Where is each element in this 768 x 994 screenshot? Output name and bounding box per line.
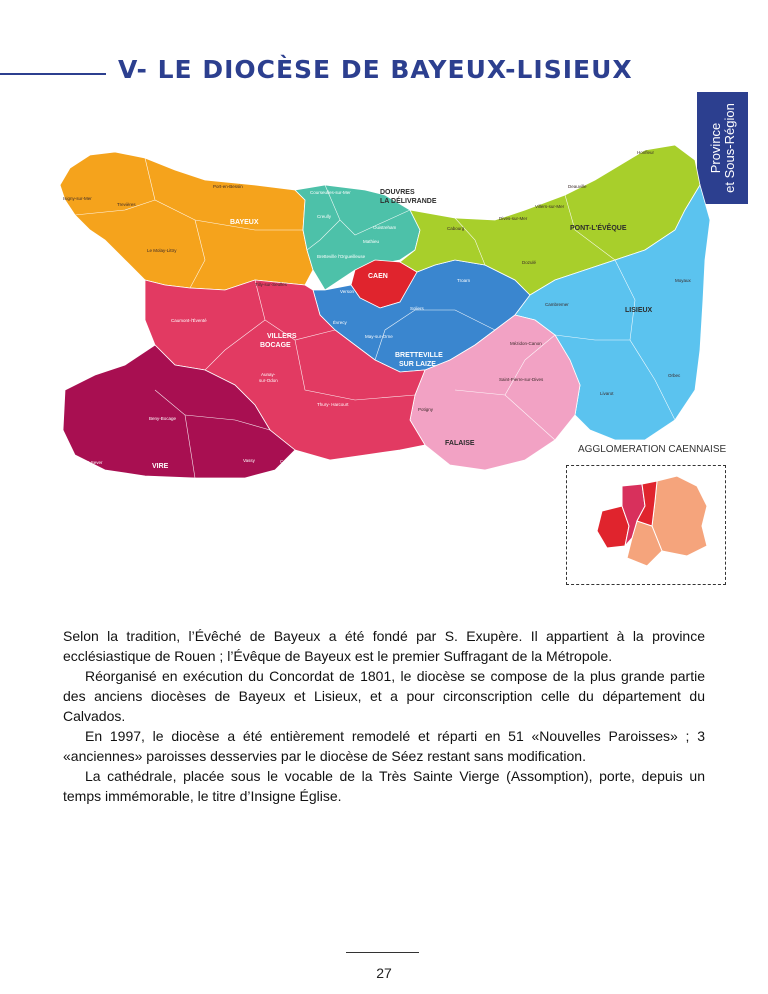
label-potigny: Potigny bbox=[418, 407, 434, 412]
agglomeration-map bbox=[567, 466, 725, 584]
label-moyaux: Moyaux bbox=[675, 278, 691, 283]
label-caumont: Caumont-l'Éventé bbox=[171, 318, 207, 323]
title-rule bbox=[0, 73, 106, 75]
label-trevieres: Trevières bbox=[117, 202, 136, 207]
agglomeration-title: AGGLOMERATION CAENNAISE bbox=[578, 444, 727, 455]
label-orbec: Orbec bbox=[668, 373, 681, 378]
label-villers-mer: Villers-sur-Mer bbox=[535, 204, 565, 209]
label-mezidon: Mézidon-Canon bbox=[510, 341, 542, 346]
label-dives: Dives-sur-Mer bbox=[499, 216, 528, 221]
page-title: V- LE DIOCÈSE DE BAYEUX-LISIEUX bbox=[118, 55, 633, 84]
label-honfleur: Honfleur bbox=[637, 150, 655, 155]
side-tab-line1: Province bbox=[707, 122, 723, 174]
paragraph-1: Selon la tradition, l’Évêché de Bayeux a été fondé par S. Exupère. Il appartient à la province ecclésiastique de Rouen ; l’Évêque de Bayeux est le premier Suffragant de la Métropole. bbox=[63, 628, 705, 664]
city-douvres-line1: DOUVRES bbox=[380, 189, 415, 196]
label-cabourg: Cabourg bbox=[447, 226, 465, 231]
label-vassy: Vassy bbox=[243, 458, 255, 463]
agglomeration-inset bbox=[566, 465, 726, 585]
label-ouistreham: Ouistreham bbox=[373, 225, 397, 230]
page-number-rule bbox=[346, 952, 419, 953]
label-saint-sever: Saint-Sever bbox=[79, 460, 103, 465]
city-bretteville-line2: SUR LAIZE bbox=[399, 361, 436, 368]
page-number: 27 bbox=[376, 965, 392, 981]
city-bretteville-line1: BRETTEVILLE bbox=[395, 352, 443, 359]
label-soliers: Soliers bbox=[410, 306, 424, 311]
label-saint-pierre: Saint-Pierre-sur-Dives bbox=[499, 377, 544, 382]
diocese-map bbox=[55, 140, 715, 480]
label-troarn: Troarn bbox=[457, 278, 471, 283]
paragraph-4: La cathédrale, placée sous le vocable de la Très Sainte Vierge (Assomption), porte, depuis un temps immémorable, le titre d’Insigne Église. bbox=[63, 768, 705, 804]
label-mathieu: Mathieu bbox=[363, 239, 380, 244]
label-livarot: Livarot bbox=[600, 391, 614, 396]
label-thury: Thury- Harcourt bbox=[317, 402, 349, 407]
label-bretteville-od: Bretteville l'Orgueilleuse bbox=[317, 254, 366, 259]
body-text bbox=[63, 626, 705, 806]
label-evrecy: Évrecy bbox=[333, 320, 347, 325]
label-conde: Condé-sur-Noireau bbox=[280, 459, 319, 464]
city-douvres-line2: LA DÉLIVRANDE bbox=[380, 198, 437, 205]
city-lisieux: LISIEUX bbox=[625, 307, 653, 314]
city-caen: CAEN bbox=[368, 273, 388, 280]
label-molay: Le Molay-Littry bbox=[147, 248, 177, 253]
city-villers-line1: VILLERS bbox=[267, 333, 297, 340]
city-bayeux: BAYEUX bbox=[230, 219, 259, 226]
label-port-en-bessin: Port-en-Bessin bbox=[213, 184, 243, 189]
paragraph-3: En 1997, le diocèse a été entièrement remodelé et réparti en 51 «Nouvelles Paroisses» ; 3 «anciennes» paroisses desservies par le diocèse de Séez restant sans modification. bbox=[63, 728, 705, 764]
label-deauville: Deauville bbox=[568, 184, 587, 189]
paragraph-2: Réorganisé en exécution du Concordat de 1801, le diocèse se compose de la plus grande partie des anciens diocèses de Bayeux et Lisieux, et a pour circonscription celle du département du Calvados. bbox=[63, 668, 705, 724]
label-tilly: Tilly-sur-Seulles bbox=[255, 282, 287, 287]
label-dozule: Dozulé bbox=[522, 260, 537, 265]
city-villers-line2: BOCAGE bbox=[260, 342, 291, 349]
city-vire: VIRE bbox=[152, 463, 169, 470]
label-verson: Verson bbox=[340, 289, 355, 294]
label-aunay1: Aunay- bbox=[261, 372, 276, 377]
label-may: May-sur-Orne bbox=[365, 334, 393, 339]
label-aunay2: sur-Odon bbox=[259, 378, 278, 383]
label-courseulles: Courseulles-sur-Mer bbox=[310, 190, 351, 195]
label-cambremer: Cambremer bbox=[545, 302, 569, 307]
city-falaise: FALAISE bbox=[445, 440, 475, 447]
side-tab-line2: et Sous-Région bbox=[721, 103, 737, 193]
label-creully: Creully bbox=[317, 214, 332, 219]
region-bessin bbox=[60, 152, 313, 290]
city-pont-leveque: PONT-L'ÉVÊQUE bbox=[570, 225, 627, 232]
label-isigny: Isigny-sur-Mer bbox=[63, 196, 92, 201]
label-beny: Beny-Bocage bbox=[149, 416, 177, 421]
